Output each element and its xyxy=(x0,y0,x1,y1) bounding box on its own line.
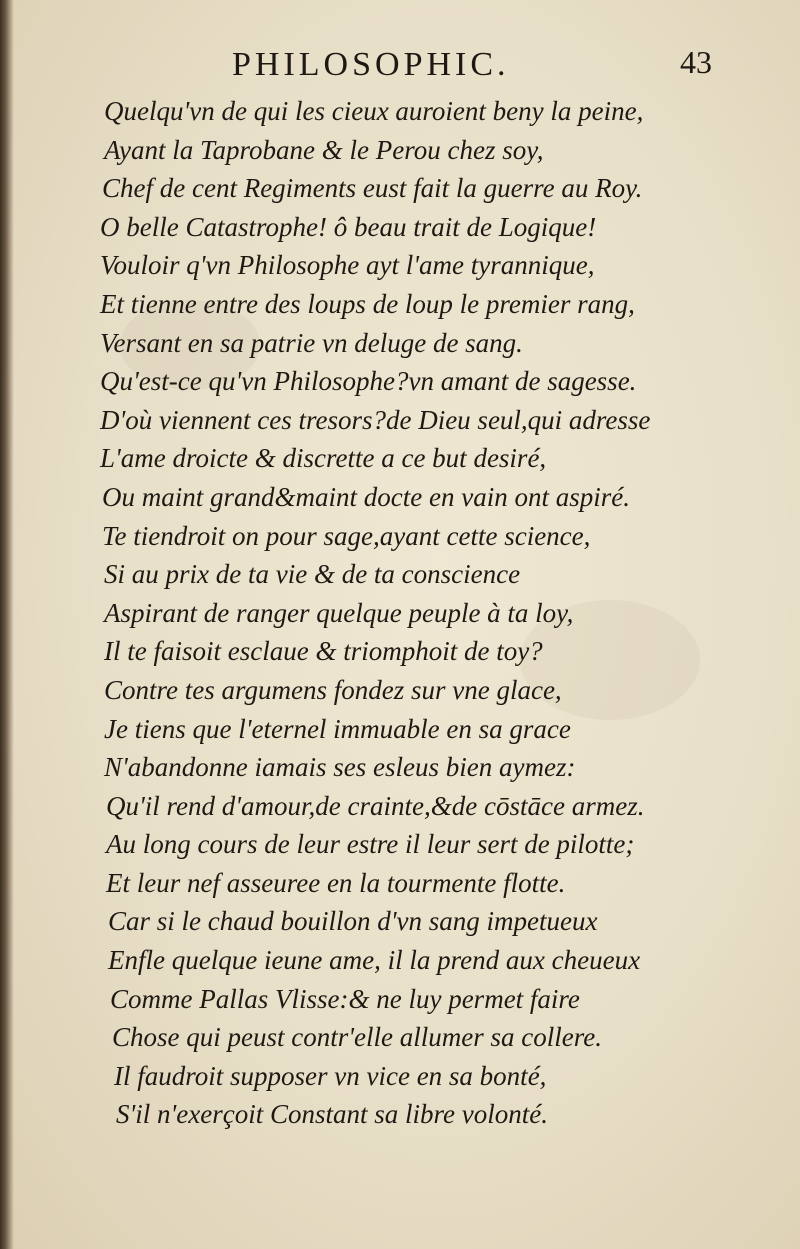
verse-line: N'abandonne iamais ses esleus bien aymez: xyxy=(104,752,576,783)
page-number: 43 xyxy=(680,44,712,80)
page-header xyxy=(0,42,800,92)
verse-line: Contre tes argumens fondez sur vne glace, xyxy=(104,674,562,705)
verse-line: Et leur nef asseuree en la tourmente flotte. xyxy=(106,867,566,898)
verse-line: Enfle quelque ieune ame, il la prend aux cheueux xyxy=(108,945,641,976)
verse-line: Si au prix de ta vie & de ta conscience xyxy=(104,559,521,590)
verse-line: Car si le chaud bouillon d'vn sang impetueux xyxy=(108,906,598,937)
running-head: PHILOSOPHIC. xyxy=(232,46,510,83)
verse-line: Chef de cent Regiments eust fait la guerre au Roy. xyxy=(102,173,643,204)
verse-line: Chose qui peust contr'elle allumer sa collere. xyxy=(112,1022,602,1053)
verse-line: Comme Pallas Vlisse:& ne luy permet faire xyxy=(110,983,580,1014)
verse-line: Aspirant de ranger quelque peuple à ta loy, xyxy=(104,597,574,628)
verse-line: O belle Catastrophe! ô beau trait de Logique! xyxy=(100,211,597,242)
verse-line: S'il n'exerçoit Constant sa libre volonté. xyxy=(116,1099,548,1130)
verse-line: Ou maint grand&maint docte en vain ont aspiré. xyxy=(102,481,630,512)
verse-line: Au long cours de leur estre il leur sert de pilotte; xyxy=(106,829,635,860)
verse-line: Il te faisoit esclaue & triomphoit de toy? xyxy=(104,636,543,667)
verse-line: D'où viennent ces tresors?de Dieu seul,qui adresse xyxy=(100,404,651,435)
verse-line: Qu'il rend d'amour,de crainte,&de cōstāce armez. xyxy=(106,790,645,821)
page-gutter-shadow xyxy=(0,0,14,1249)
verse-line: L'ame droicte & discrette a ce but desiré, xyxy=(100,443,547,474)
verse-line: Quelqu'vn de qui les cieux auroient beny la peine, xyxy=(104,96,644,126)
verse-line: Et tienne entre des loups de loup le premier rang, xyxy=(100,288,635,319)
verse-line: Je tiens que l'eternel immuable en sa grace xyxy=(104,713,571,744)
verse-line: Versant en sa patrie vn deluge de sang. xyxy=(100,327,523,358)
verse-line: Vouloir q'vn Philosophe ayt l'ame tyrannique, xyxy=(100,250,595,281)
verse-block xyxy=(98,92,778,1134)
verse-line: Qu'est-ce qu'vn Philosophe?vn amant de sagesse. xyxy=(100,366,637,397)
verse-line: Te tiendroit on pour sage,ayant cette science, xyxy=(102,520,591,551)
verse-line: Ayant la Taprobane & le Perou chez soy, xyxy=(104,134,544,165)
verse-line: Il faudroit supposer vn vice en sa bonté, xyxy=(114,1060,547,1091)
